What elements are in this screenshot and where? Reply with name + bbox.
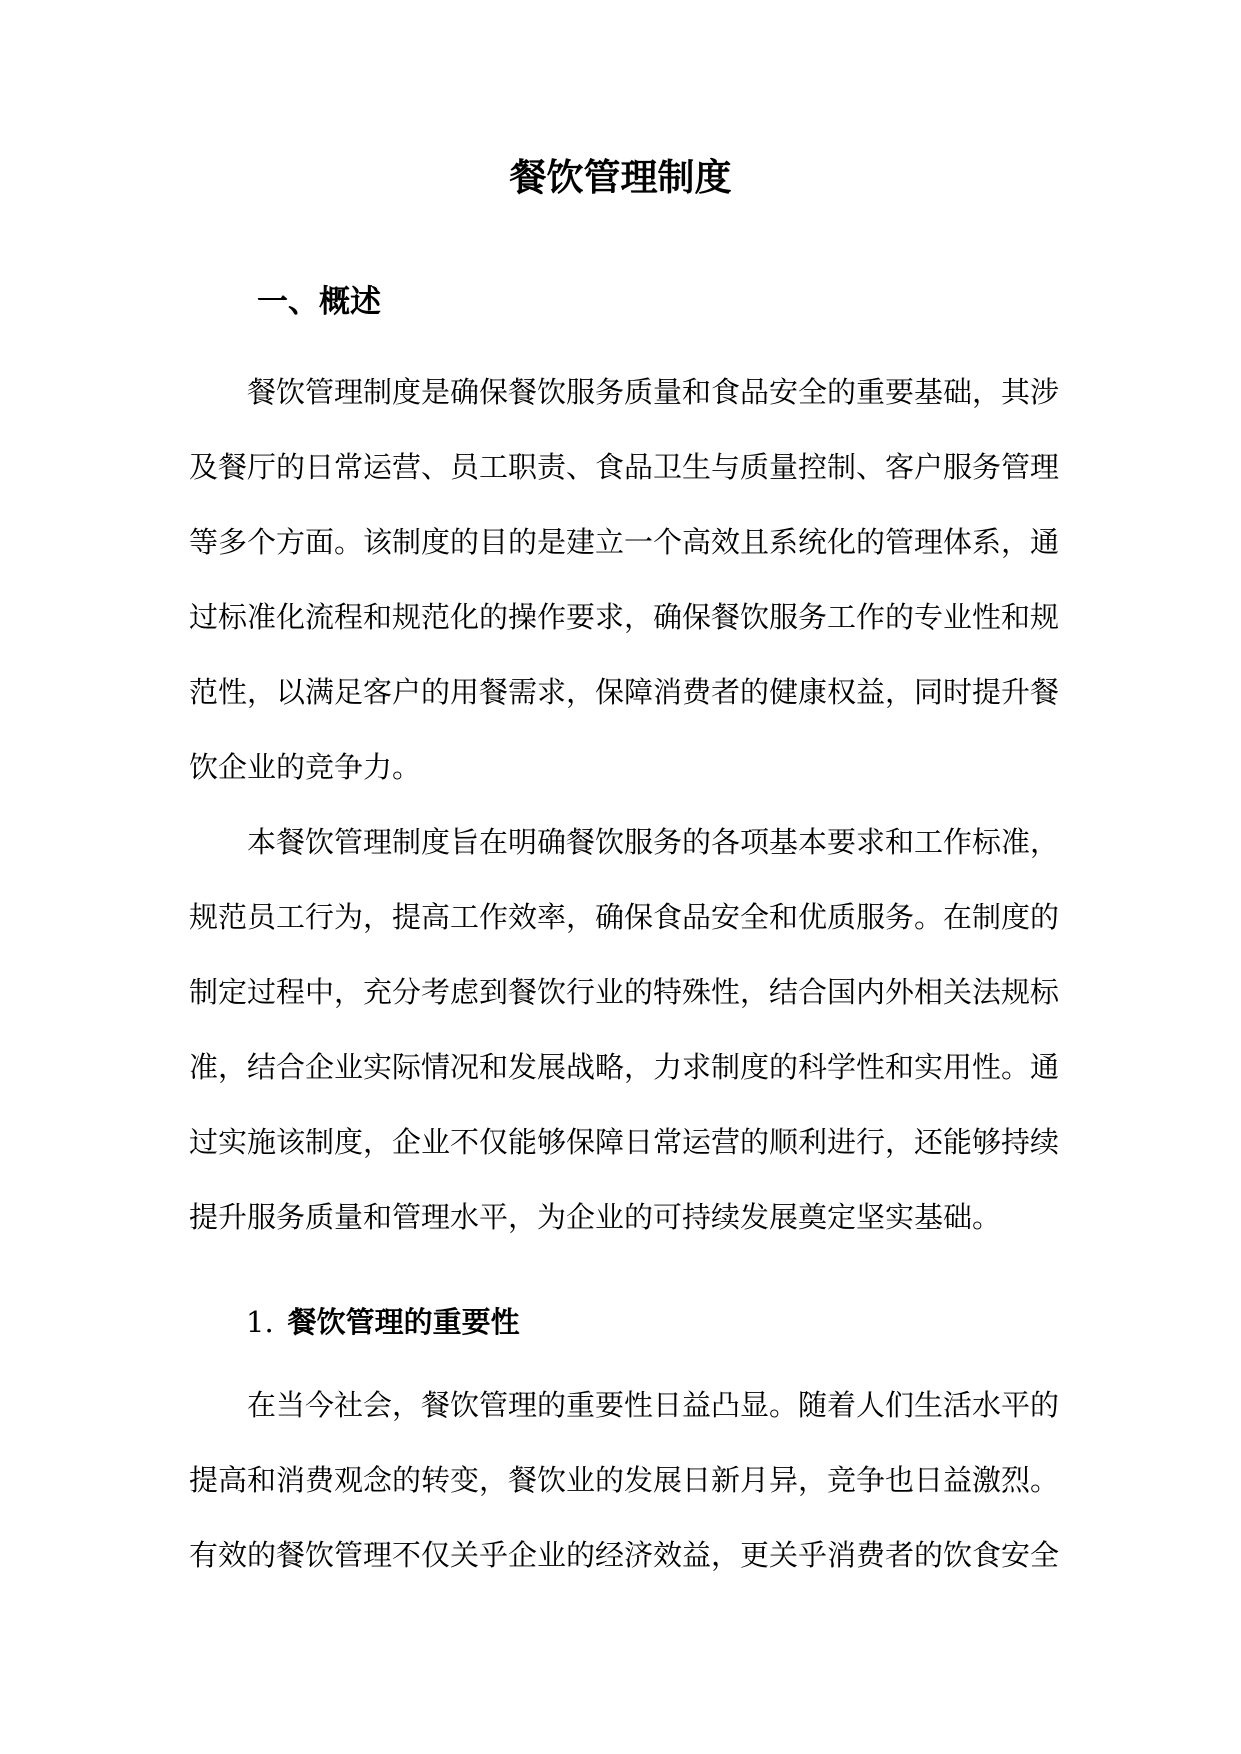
importance-paragraph: 在当今社会，餐饮管理的重要性日益凸显。随着人们生活水平的提高和消费观念的转变，餐饮业的发展日新月异，竞争也日益激烈。有效的餐饮管理不仅关乎企业的经济效益，更关乎消费者的饮食安全 [189, 1388, 1060, 1572]
subsection-heading-importance [246, 1300, 520, 1344]
overview-paragraph-1: 餐饮管理制度是确保餐饮服务质量和食品安全的重要基础，其涉及餐厅的日常运营、员工职责、食品卫生与质量控制、客户服务管理等多个方面。该制度的目的是建立一个高效且系统化的管理体系，通过标准化流程和规范化的操作要求，确保餐饮服务工作的专业性和规范性，以满足客户的用餐需求，保障消费者的健康权益，同时提升餐饮企业的竞争力。 [189, 375, 1060, 784]
section-heading-overview: 一、概述 [257, 284, 381, 320]
document-title: 餐饮管理制度 [509, 156, 732, 199]
overview-paragraph-2: 本餐饮管理制度旨在明确餐饮服务的各项基本要求和工作标准，规范员工行为，提高工作效率，确保食品安全和优质服务。在制度的制定过程中，充分考虑到餐饮行业的特殊性，结合国内外相关法规标准，结合企业实际情况和发展战略，力求制度的科学性和实用性。通过实施该制度，企业不仅能够保障日常运营的顺利进行，还能够持续提升服务质量和管理水平，为企业的可持续发展奠定坚实基础。 [189, 825, 1060, 1234]
subsection-heading-text: 餐饮管理的重要性 [287, 1305, 520, 1339]
subsection-number: 1. [246, 1305, 274, 1339]
